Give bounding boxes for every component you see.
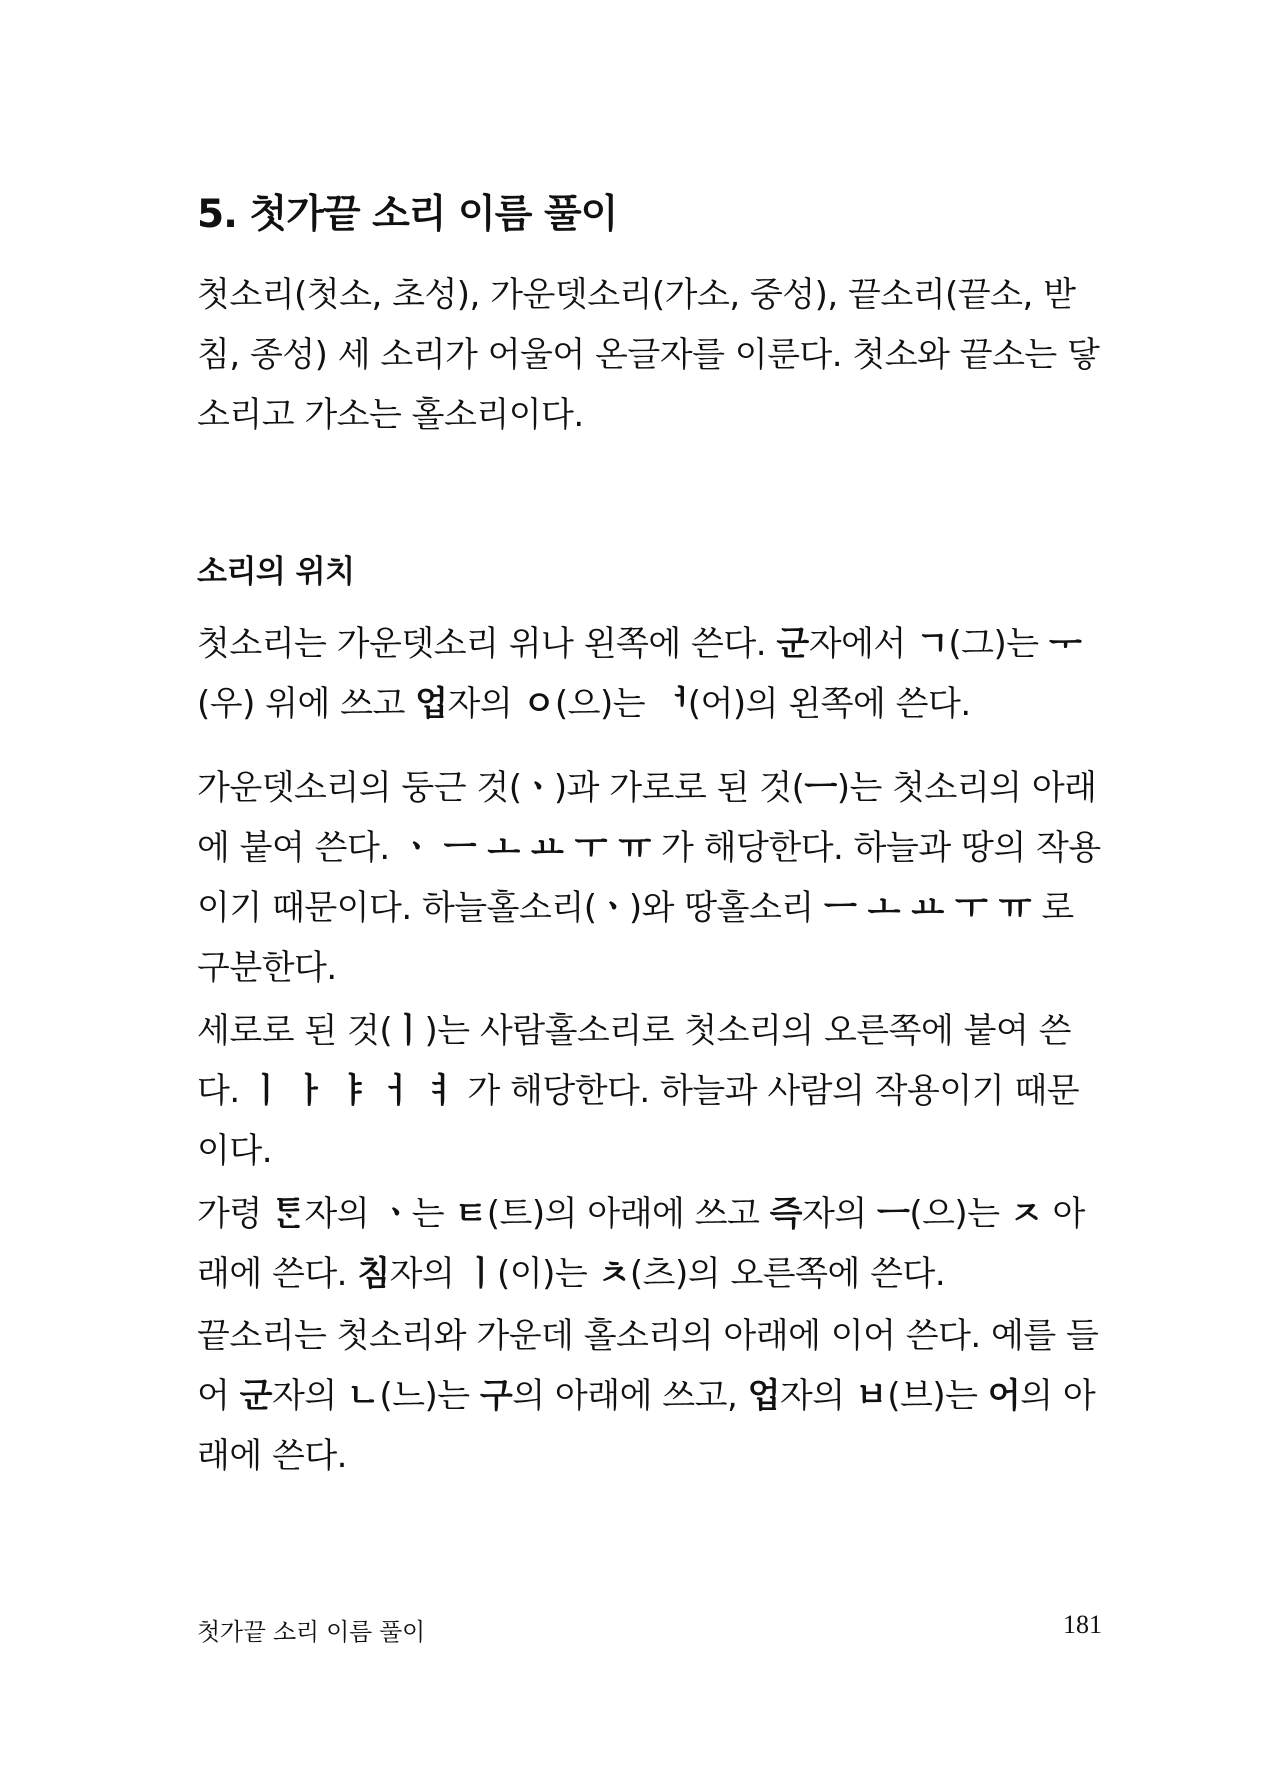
page-number: 181	[1063, 1610, 1102, 1639]
jamo-example: ㅈ	[1009, 1194, 1043, 1234]
jamo-example: ㆍ	[596, 888, 629, 928]
jamo-example: ᅮ	[1048, 624, 1082, 664]
text-run: (느)는	[379, 1376, 480, 1416]
text-run: (트)의 아래에 쓰고	[486, 1194, 770, 1234]
text-run: 자의	[447, 684, 523, 724]
jamo-example: ㅡ ㅗ ㅛ ㅜ ㅠ	[823, 888, 1032, 928]
text-run: 세로로 된 것(	[197, 1011, 393, 1051]
jamo-example: 업	[415, 684, 448, 724]
paragraph-final-position	[197, 1306, 1102, 1486]
jamo-example: ㆍ	[521, 768, 554, 808]
text-run: 자의	[389, 1254, 465, 1294]
text-run: 자의	[304, 1194, 380, 1234]
jamo-example: 어	[987, 1376, 1021, 1416]
jamo-example: ㆍ ㅡ ㅗ ㅛ ㅜ ㅠ	[399, 828, 651, 868]
text-run: 첫소리는 가운뎃소리 위나 왼쪽에 쓴다.	[197, 624, 777, 664]
jamo-example: 군	[239, 1376, 273, 1416]
text-run: 아래에 쓴다.	[197, 1194, 1085, 1294]
section-heading: 소리의 위치	[197, 554, 355, 590]
jamo-example: 침	[357, 1254, 390, 1294]
text-run: 로 구분한다.	[197, 888, 1074, 988]
text-run: 가 해당한다. 하늘과 사람의 작용이기 때문이다.	[197, 1071, 1080, 1171]
text-run: (우) 위에 쓰고	[197, 684, 416, 724]
jamo-example: ㅌ	[454, 1194, 487, 1234]
jamo-example: 군	[776, 624, 809, 664]
text-run: (그)는	[948, 624, 1049, 664]
jamo-example: ㄴ	[347, 1376, 380, 1416]
text-run: 가령	[197, 1194, 272, 1234]
jamo-example: 업	[747, 1376, 780, 1416]
text-run: )는 사람홀소리로 첫소리의 오른쪽에 붙여 쓴다.	[197, 1011, 1071, 1111]
text-run: 는	[411, 1194, 455, 1234]
chapter-title: 5. 첫가끝 소리 이름 풀이	[197, 192, 618, 237]
text-run: (브)는	[887, 1376, 988, 1416]
paragraph-horizontal-vowels	[197, 758, 1102, 998]
jamo-example: ㅣ	[464, 1254, 498, 1294]
text-run: (어)의 왼쪽에 쓴다.	[687, 684, 971, 724]
text-run: 의 아래에 쓰고,	[512, 1376, 748, 1416]
jamo-example: 즉	[769, 1194, 802, 1234]
text-run: )과 가로로 된 것(	[553, 768, 805, 808]
text-run: 끝소리는 첫소리와 가운데 홀소리의 아래에 이어 쓴다. 예를 들어	[197, 1316, 1099, 1416]
text-run: (으)는	[554, 684, 656, 724]
jamo-example: ㅡ	[804, 768, 837, 808]
jamo-example: ᄐᆞᆫ	[272, 1194, 305, 1234]
jamo-example: ㅣ	[392, 1011, 425, 1051]
running-footer-title: 첫가끝 소리 이름 풀이	[197, 1618, 425, 1646]
jamo-example: ㅇ	[522, 684, 555, 724]
text-run: )와 땅홀소리	[628, 888, 824, 928]
text-run: 자의	[801, 1194, 877, 1234]
text-run: 가운뎃소리의 둥근 것(	[197, 768, 522, 808]
text-run: (이)는	[497, 1254, 598, 1294]
jamo-example: ㆍ	[379, 1194, 412, 1234]
text-run: 자의	[779, 1376, 855, 1416]
text-run: 의 아래에 쓴다.	[197, 1376, 1096, 1476]
jamo-example: ㅡ	[876, 1194, 910, 1234]
jamo-example: ᅥ	[655, 684, 688, 724]
text-run: (츠)의 오른쪽에 쓴다.	[629, 1254, 946, 1294]
text-run: (으)는	[909, 1194, 1010, 1234]
paragraph-vertical-vowels	[197, 1001, 1102, 1181]
text-run: 가 해당한다. 하늘과 땅의 작용이기 때문이다. 하늘홀소리(	[197, 828, 1101, 928]
text-run: )는 첫소리의 아래에 붙여 쓴다.	[197, 768, 1097, 868]
jamo-example: ㅣ ㅏ ㅑ ㅓ ㅕ	[249, 1071, 458, 1111]
jamo-example: 구	[479, 1376, 513, 1416]
text-run: 자의	[272, 1376, 348, 1416]
paragraph-examples	[197, 1184, 1102, 1304]
book-page	[197, 0, 1102, 1791]
paragraph-initial-position	[197, 614, 1102, 734]
jamo-example: ㄱ	[916, 624, 949, 664]
jamo-example: ㅂ	[854, 1376, 888, 1416]
text-run: 자에서	[808, 624, 917, 664]
jamo-example: ㅊ	[597, 1254, 630, 1294]
intro-paragraph: 첫소리(첫소, 초성), 가운뎃소리(가소, 중성), 끝소리(끝소, 받침, 종성) 세 소리가 어울어 온글자를 이룬다. 첫소와 끝소는 닿소리고 가소는 홀소리이다.	[197, 275, 1100, 435]
